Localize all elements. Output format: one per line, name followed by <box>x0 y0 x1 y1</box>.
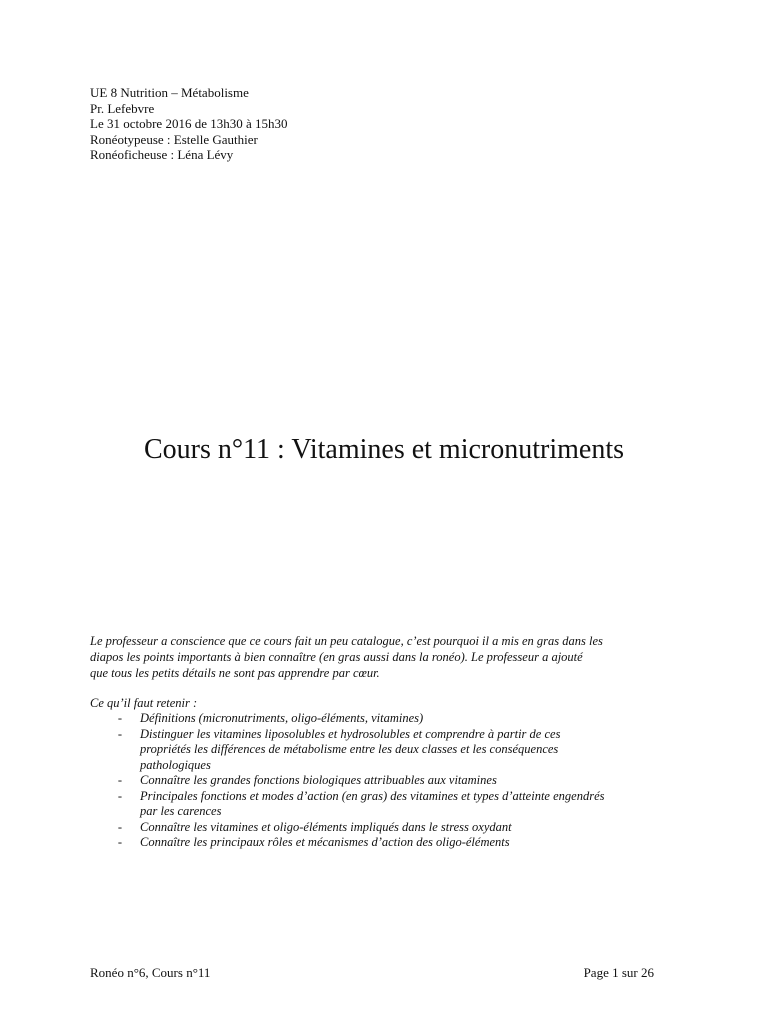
bullet-dash: - <box>117 788 123 803</box>
list-item-line: Distinguer les vitamines liposolubles et hydrosolubles et comprendre à partir de ces <box>140 726 561 741</box>
list-item-text <box>140 835 690 851</box>
intro-line: que tous les petits détails ne sont pas apprendre par cœur. <box>90 666 380 680</box>
list-item-line: pathologiques <box>140 757 211 772</box>
list-item-line: Connaître les vitamines et oligo-éléments impliqués dans le stress oxydant <box>140 819 512 834</box>
list-item <box>90 789 690 820</box>
list-item <box>90 820 690 836</box>
list-item-text <box>140 711 690 727</box>
list-item-text <box>140 727 690 774</box>
intro-line: Le professeur a conscience que ce cours fait un peu catalogue, c’est pourquoi il a mis en gras dans les <box>90 634 603 648</box>
typist-name: Ronéotypeuse : Estelle Gauthier <box>90 131 258 147</box>
bullet-dash: - <box>117 726 123 741</box>
document-header <box>90 85 287 163</box>
list-item-text <box>140 773 690 789</box>
professor-name: Pr. Lefebvre <box>90 100 155 116</box>
bullet-dash: - <box>117 711 123 725</box>
footer-course-reference: Ronéo n°6, Cours n°11 <box>90 965 211 980</box>
bullet-dash: - <box>117 773 123 787</box>
course-unit: UE 8 Nutrition – Métabolisme <box>90 85 249 100</box>
page-title: Cours n°11 : Vitamines et micronutriments <box>143 434 625 465</box>
list-item-line: par les carences <box>140 804 222 818</box>
list-item-text <box>140 820 690 836</box>
intro-line: diapos les points importants à bien connaître (en gras aussi dans la ronéo). Le professeur a ajouté <box>90 650 583 664</box>
objectives-heading: Ce qu’il faut retenir : <box>90 696 198 710</box>
list-item <box>90 727 690 774</box>
list-item-line: propriétés les différences de métabolisme entre les deux classes et les conséquences <box>140 742 559 756</box>
list-item <box>90 835 690 851</box>
list-item <box>90 773 690 789</box>
objectives-list <box>90 711 690 851</box>
reviewer-name: Ronéoficheuse : Léna Lévy <box>90 147 234 162</box>
bullet-dash: - <box>117 819 123 834</box>
list-item-line: Connaître les grandes fonctions biologiques attribuables aux vitamines <box>140 773 497 787</box>
lecture-date: Le 31 octobre 2016 de 13h30 à 15h30 <box>90 116 288 131</box>
list-item-line: Définitions (micronutriments, oligo-éléments, vitamines) <box>140 711 424 725</box>
bullet-dash: - <box>117 835 123 849</box>
list-item-text <box>140 789 690 820</box>
list-item-line: Principales fonctions et modes d’action (en gras) des vitamines et types d’atteinte engendrés <box>140 788 605 803</box>
list-item-line: Connaître les principaux rôles et mécanismes d’action des oligo-éléments <box>140 835 510 849</box>
intro-paragraph <box>90 633 690 681</box>
list-item <box>90 711 690 727</box>
page-number: Page 1 sur 26 <box>583 965 654 980</box>
